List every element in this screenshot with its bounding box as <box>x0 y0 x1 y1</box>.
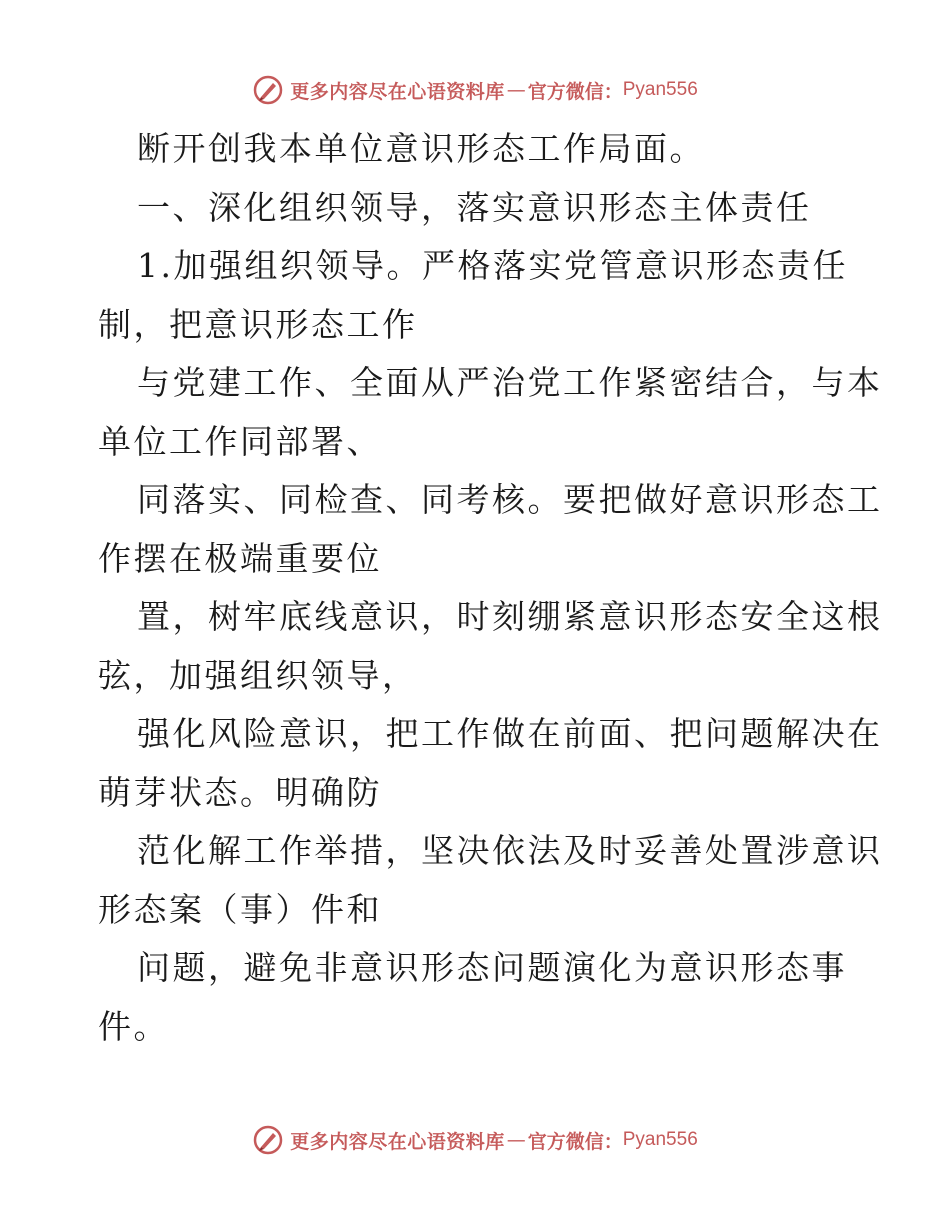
section-heading: 一、深化组织领导，落实意识形态主体责任 <box>137 187 812 227</box>
text-line: 断开创我本单位意识形态工作局面。 <box>137 129 705 168</box>
banner-wechat-label: 官方微信： <box>527 80 623 103</box>
banner-wechat-id: Pyan556 <box>622 79 698 100</box>
banner-dash: — <box>506 1129 526 1151</box>
text-line: 范化解工作举措，坚决依法及时妥善处置涉意识 <box>137 831 883 870</box>
text-line: 单位工作同部署、 <box>98 421 382 461</box>
banner-wechat-label: 官方微信： <box>527 1130 623 1153</box>
document-body <box>98 120 883 1056</box>
banner-brand-text: 更多内容尽在心语资料库 <box>290 1130 505 1153</box>
text-line: 作摆在极端重要位 <box>98 538 382 578</box>
text-line: 件。 <box>98 1006 169 1046</box>
text-line: 萌芽状态。明确防 <box>98 772 382 812</box>
text-line: 问题，避免非意识形态问题演化为意识形态事 <box>137 948 847 987</box>
text-line: 制，把意识形态工作 <box>98 304 418 344</box>
banner-brand-text: 更多内容尽在心语资料库 <box>290 80 505 103</box>
text-line: 弦，加强组织领导， <box>98 655 418 695</box>
banner-dash: — <box>506 79 526 101</box>
text-line: 强化风险意识，把工作做在前面、把问题解决在 <box>137 714 883 753</box>
text-line: 形态案（事）件和 <box>98 889 382 929</box>
text-line: 1.加强组织领导。严格落实党管意识形态责任 <box>137 246 848 285</box>
footer-watermark-banner <box>0 1120 950 1160</box>
text-line: 同落实、同检查、同考核。要把做好意识形态工 <box>137 480 883 519</box>
banner-wechat-id: Pyan556 <box>622 1129 698 1150</box>
text-line: 与党建工作、全面从严治党工作紧密结合，与本 <box>137 363 883 402</box>
header-watermark-banner <box>0 70 950 110</box>
text-line: 置，树牢底线意识，时刻绷紧意识形态安全这根 <box>137 597 883 636</box>
quill-pen-icon <box>252 74 284 106</box>
quill-pen-icon <box>252 1124 284 1156</box>
